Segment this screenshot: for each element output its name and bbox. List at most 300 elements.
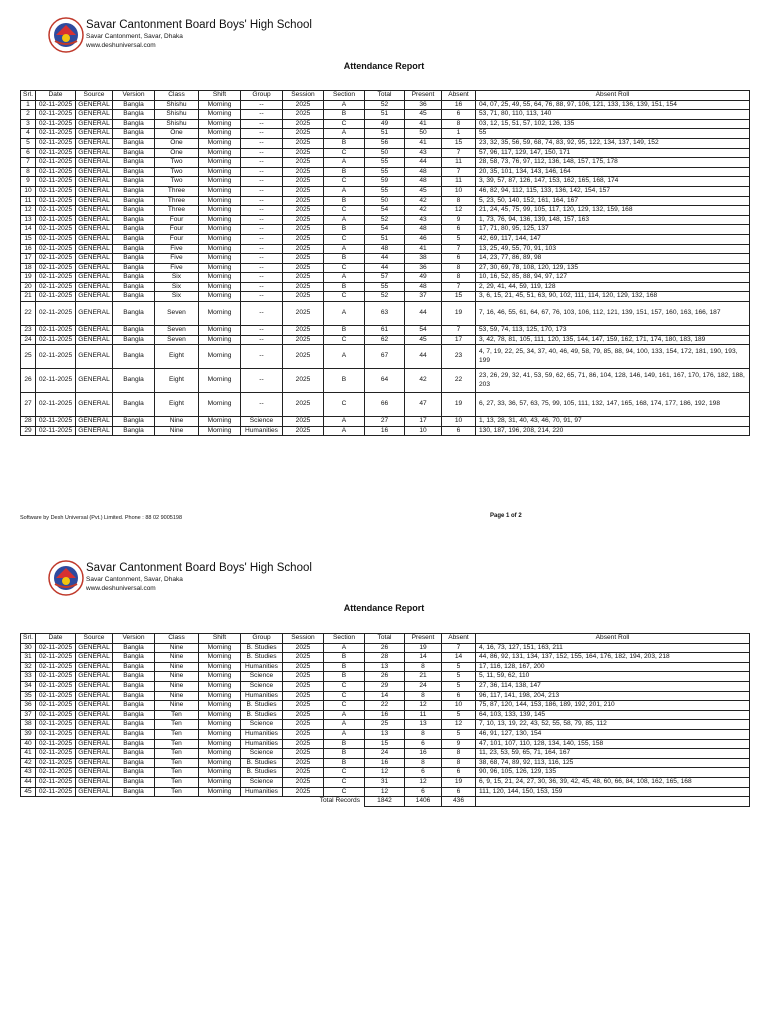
cell-shift: Morning	[199, 302, 241, 326]
cell-group: Humanities	[241, 691, 283, 701]
cell-version: Bangla	[113, 345, 155, 369]
cell-srl: 1	[21, 100, 36, 110]
cell-absent: 19	[442, 302, 476, 326]
cell-shift: Morning	[199, 662, 241, 672]
cell-group: B. Studies	[241, 758, 283, 768]
cell-group: --	[241, 244, 283, 254]
cell-absent: 11	[442, 158, 476, 168]
cell-date: 02-11-2025	[36, 720, 76, 730]
table-row	[21, 129, 750, 139]
cell-srl: 15	[21, 234, 36, 244]
cell-group: --	[241, 254, 283, 264]
cell-present: 41	[405, 244, 442, 254]
cell-group: Humanities	[241, 739, 283, 749]
cell-session: 2025	[283, 701, 324, 711]
cell-class: Nine	[155, 643, 199, 653]
cell-source: GENERAL	[76, 701, 113, 711]
cell-absent-roll: 53, 59, 74, 113, 125, 170, 173	[476, 326, 750, 336]
cell-absent: 5	[442, 681, 476, 691]
col-group: Group	[241, 91, 283, 101]
cell-absent-roll: 1, 13, 28, 31, 40, 43, 46, 70, 91, 97	[476, 417, 750, 427]
cell-shift: Morning	[199, 681, 241, 691]
cell-total: 49	[365, 119, 405, 129]
table-row	[21, 263, 750, 273]
cell-total: 51	[365, 110, 405, 120]
cell-date: 02-11-2025	[36, 643, 76, 653]
col-section: Section	[324, 634, 365, 644]
cell-group: B. Studies	[241, 768, 283, 778]
cell-version: Bangla	[113, 335, 155, 345]
cell-class: Nine	[155, 681, 199, 691]
cell-srl: 27	[21, 393, 36, 417]
cell-srl: 14	[21, 225, 36, 235]
cell-srl: 8	[21, 167, 36, 177]
cell-group: Science	[241, 672, 283, 682]
cell-total: 55	[365, 282, 405, 292]
cell-srl: 35	[21, 691, 36, 701]
cell-session: 2025	[283, 417, 324, 427]
cell-class: One	[155, 129, 199, 139]
cell-absent: 5	[442, 729, 476, 739]
table-row	[21, 345, 750, 369]
cell-total: 13	[365, 662, 405, 672]
cell-absent-roll: 47, 101, 107, 110, 128, 134, 140, 155, 158	[476, 739, 750, 749]
cell-version: Bangla	[113, 417, 155, 427]
cell-present: 41	[405, 138, 442, 148]
cell-section: A	[324, 158, 365, 168]
cell-total: 66	[365, 393, 405, 417]
cell-session: 2025	[283, 681, 324, 691]
cell-absent: 10	[442, 186, 476, 196]
cell-source: GENERAL	[76, 186, 113, 196]
cell-date: 02-11-2025	[36, 749, 76, 759]
cell-date: 02-11-2025	[36, 691, 76, 701]
cell-section: B	[324, 167, 365, 177]
cell-total: 15	[365, 739, 405, 749]
cell-total: 59	[365, 177, 405, 187]
cell-present: 8	[405, 758, 442, 768]
cell-source: GENERAL	[76, 263, 113, 273]
cell-present: 12	[405, 777, 442, 787]
cell-srl: 11	[21, 196, 36, 206]
cell-present: 47	[405, 393, 442, 417]
cell-absent: 12	[442, 206, 476, 216]
cell-section: A	[324, 302, 365, 326]
cell-present: 49	[405, 273, 442, 283]
cell-shift: Morning	[199, 426, 241, 436]
school-website: www.deshuniversal.com	[86, 42, 156, 49]
cell-class: Eight	[155, 369, 199, 393]
footer-page-label: Page 1 of 2	[490, 513, 522, 519]
cell-version: Bangla	[113, 681, 155, 691]
cell-date: 02-11-2025	[36, 273, 76, 283]
cell-group: --	[241, 369, 283, 393]
school-website: www.deshuniversal.com	[86, 585, 156, 592]
cell-group: --	[241, 302, 283, 326]
cell-source: GENERAL	[76, 393, 113, 417]
cell-source: GENERAL	[76, 215, 113, 225]
cell-shift: Morning	[199, 254, 241, 264]
cell-version: Bangla	[113, 701, 155, 711]
cell-session: 2025	[283, 158, 324, 168]
cell-session: 2025	[283, 326, 324, 336]
cell-absent-roll: 04, 07, 25, 49, 55, 64, 76, 88, 97, 106, 121, 133, 136, 139, 151, 154	[476, 100, 750, 110]
cell-date: 02-11-2025	[36, 263, 76, 273]
cell-section: B	[324, 138, 365, 148]
col-absent-roll: Absent Roll	[476, 91, 750, 101]
cell-total: 12	[365, 768, 405, 778]
table-row	[21, 292, 750, 302]
cell-absent-roll: 3, 42, 78, 81, 105, 111, 120, 135, 144, 147, 159, 162, 171, 174, 180, 183, 189	[476, 335, 750, 345]
cell-present: 10	[405, 426, 442, 436]
cell-date: 02-11-2025	[36, 777, 76, 787]
cell-total: 16	[365, 758, 405, 768]
cell-shift: Morning	[199, 215, 241, 225]
table-row	[21, 417, 750, 427]
totals-roll-empty	[476, 797, 750, 807]
cell-shift: Morning	[199, 691, 241, 701]
cell-session: 2025	[283, 302, 324, 326]
cell-present: 44	[405, 158, 442, 168]
header-row	[21, 634, 750, 644]
cell-class: Eight	[155, 393, 199, 417]
cell-present: 12	[405, 701, 442, 711]
col-section: Section	[324, 91, 365, 101]
cell-session: 2025	[283, 739, 324, 749]
cell-version: Bangla	[113, 119, 155, 129]
cell-source: GENERAL	[76, 292, 113, 302]
table-row	[21, 710, 750, 720]
cell-absent: 6	[442, 225, 476, 235]
cell-class: Nine	[155, 653, 199, 663]
cell-srl: 44	[21, 777, 36, 787]
cell-shift: Morning	[199, 129, 241, 139]
cell-session: 2025	[283, 345, 324, 369]
cell-source: GENERAL	[76, 729, 113, 739]
cell-absent: 1	[442, 129, 476, 139]
cell-absent: 5	[442, 662, 476, 672]
cell-total: 16	[365, 426, 405, 436]
cell-source: GENERAL	[76, 345, 113, 369]
cell-class: Five	[155, 254, 199, 264]
cell-shift: Morning	[199, 158, 241, 168]
cell-absent: 6	[442, 691, 476, 701]
cell-group: Science	[241, 777, 283, 787]
cell-group: --	[241, 138, 283, 148]
cell-source: GENERAL	[76, 681, 113, 691]
cell-class: Shishu	[155, 119, 199, 129]
cell-absent: 8	[442, 263, 476, 273]
cell-absent: 17	[442, 335, 476, 345]
table-row	[21, 282, 750, 292]
table-row	[21, 177, 750, 187]
cell-present: 21	[405, 672, 442, 682]
cell-group: --	[241, 206, 283, 216]
cell-class: Three	[155, 196, 199, 206]
cell-shift: Morning	[199, 100, 241, 110]
cell-date: 02-11-2025	[36, 196, 76, 206]
col-total: Total	[365, 634, 405, 644]
cell-version: Bangla	[113, 691, 155, 701]
cell-source: GENERAL	[76, 417, 113, 427]
cell-absent: 6	[442, 768, 476, 778]
cell-srl: 28	[21, 417, 36, 427]
cell-section: A	[324, 215, 365, 225]
cell-absent: 16	[442, 100, 476, 110]
table-row	[21, 758, 750, 768]
cell-class: Nine	[155, 672, 199, 682]
cell-shift: Morning	[199, 417, 241, 427]
cell-group: --	[241, 177, 283, 187]
cell-source: GENERAL	[76, 138, 113, 148]
cell-total: 61	[365, 326, 405, 336]
cell-present: 36	[405, 263, 442, 273]
cell-shift: Morning	[199, 186, 241, 196]
cell-session: 2025	[283, 749, 324, 759]
cell-shift: Morning	[199, 110, 241, 120]
cell-date: 02-11-2025	[36, 653, 76, 663]
cell-source: GENERAL	[76, 100, 113, 110]
cell-class: Nine	[155, 662, 199, 672]
table-row	[21, 426, 750, 436]
table-row	[21, 225, 750, 235]
cell-date: 02-11-2025	[36, 254, 76, 264]
cell-version: Bangla	[113, 273, 155, 283]
table-row	[21, 335, 750, 345]
cell-version: Bangla	[113, 100, 155, 110]
cell-shift: Morning	[199, 653, 241, 663]
cell-class: Four	[155, 225, 199, 235]
cell-absent: 6	[442, 110, 476, 120]
cell-total: 13	[365, 729, 405, 739]
cell-absent: 12	[442, 720, 476, 730]
school-address: Savar Cantonment, Savar, Dhaka	[86, 576, 183, 583]
cell-section: C	[324, 206, 365, 216]
cell-session: 2025	[283, 148, 324, 158]
col-absent: Absent	[442, 634, 476, 644]
col-version: Version	[113, 634, 155, 644]
cell-session: 2025	[283, 186, 324, 196]
cell-total: 44	[365, 254, 405, 264]
cell-session: 2025	[283, 273, 324, 283]
cell-source: GENERAL	[76, 758, 113, 768]
cell-srl: 26	[21, 369, 36, 393]
cell-absent-roll: 55	[476, 129, 750, 139]
cell-section: B	[324, 662, 365, 672]
cell-present: 14	[405, 653, 442, 663]
cell-class: Seven	[155, 335, 199, 345]
cell-version: Bangla	[113, 254, 155, 264]
cell-version: Bangla	[113, 167, 155, 177]
cell-version: Bangla	[113, 326, 155, 336]
cell-class: Five	[155, 244, 199, 254]
cell-present: 46	[405, 234, 442, 244]
cell-srl: 45	[21, 787, 36, 797]
cell-date: 02-11-2025	[36, 426, 76, 436]
cell-group: B. Studies	[241, 643, 283, 653]
cell-source: GENERAL	[76, 335, 113, 345]
cell-section: A	[324, 710, 365, 720]
table-body-page-2	[21, 643, 750, 797]
cell-version: Bangla	[113, 186, 155, 196]
cell-present: 11	[405, 710, 442, 720]
cell-group: --	[241, 186, 283, 196]
cell-total: 48	[365, 244, 405, 254]
col-group: Group	[241, 634, 283, 644]
cell-absent-roll: 7, 10, 13, 19, 22, 43, 52, 55, 58, 79, 85, 112	[476, 720, 750, 730]
cell-version: Bangla	[113, 662, 155, 672]
table-row	[21, 393, 750, 417]
cell-session: 2025	[283, 672, 324, 682]
cell-class: Ten	[155, 758, 199, 768]
cell-class: Eight	[155, 345, 199, 369]
school-address: Savar Cantonment, Savar, Dhaka	[86, 33, 183, 40]
cell-absent: 8	[442, 749, 476, 759]
cell-section: A	[324, 417, 365, 427]
cell-class: Ten	[155, 720, 199, 730]
cell-section: A	[324, 643, 365, 653]
col-source: Source	[76, 634, 113, 644]
cell-srl: 6	[21, 148, 36, 158]
cell-total: 63	[365, 302, 405, 326]
cell-absent: 8	[442, 119, 476, 129]
cell-class: Two	[155, 177, 199, 187]
cell-date: 02-11-2025	[36, 369, 76, 393]
table-row	[21, 244, 750, 254]
cell-srl: 34	[21, 681, 36, 691]
cell-group: --	[241, 158, 283, 168]
cell-section: A	[324, 426, 365, 436]
cell-absent-roll: 46, 91, 127, 130, 154	[476, 729, 750, 739]
cell-group: Humanities	[241, 426, 283, 436]
cell-version: Bangla	[113, 234, 155, 244]
cell-total: 52	[365, 100, 405, 110]
cell-group: B. Studies	[241, 701, 283, 711]
cell-source: GENERAL	[76, 302, 113, 326]
cell-shift: Morning	[199, 672, 241, 682]
cell-session: 2025	[283, 369, 324, 393]
cell-section: A	[324, 100, 365, 110]
cell-absent-roll: 20, 35, 101, 134, 143, 146, 164	[476, 167, 750, 177]
cell-version: Bangla	[113, 110, 155, 120]
table-row	[21, 119, 750, 129]
cell-source: GENERAL	[76, 369, 113, 393]
cell-date: 02-11-2025	[36, 710, 76, 720]
cell-present: 8	[405, 662, 442, 672]
cell-version: Bangla	[113, 768, 155, 778]
school-logo-icon	[48, 17, 84, 53]
cell-source: GENERAL	[76, 672, 113, 682]
cell-source: GENERAL	[76, 426, 113, 436]
table-row	[21, 672, 750, 682]
cell-absent-roll: 23, 32, 35, 56, 59, 68, 74, 83, 92, 95, 122, 134, 137, 149, 152	[476, 138, 750, 148]
cell-total: 44	[365, 263, 405, 273]
cell-present: 38	[405, 254, 442, 264]
cell-shift: Morning	[199, 273, 241, 283]
cell-absent-roll: 17, 116, 128, 167, 200	[476, 662, 750, 672]
cell-srl: 12	[21, 206, 36, 216]
cell-session: 2025	[283, 110, 324, 120]
cell-date: 02-11-2025	[36, 177, 76, 187]
cell-srl: 17	[21, 254, 36, 264]
cell-total: 29	[365, 681, 405, 691]
cell-version: Bangla	[113, 739, 155, 749]
cell-version: Bangla	[113, 292, 155, 302]
col-present: Present	[405, 634, 442, 644]
cell-section: C	[324, 263, 365, 273]
cell-source: GENERAL	[76, 244, 113, 254]
cell-class: Ten	[155, 729, 199, 739]
report-title: Attendance Report	[343, 61, 425, 71]
cell-shift: Morning	[199, 701, 241, 711]
cell-version: Bangla	[113, 244, 155, 254]
cell-version: Bangla	[113, 158, 155, 168]
cell-srl: 23	[21, 326, 36, 336]
cell-group: Science	[241, 720, 283, 730]
totals-label: Total Records	[319, 797, 360, 805]
cell-source: GENERAL	[76, 653, 113, 663]
cell-group: --	[241, 345, 283, 369]
cell-present: 41	[405, 119, 442, 129]
cell-section: C	[324, 777, 365, 787]
cell-class: Ten	[155, 777, 199, 787]
cell-session: 2025	[283, 215, 324, 225]
cell-group: --	[241, 100, 283, 110]
cell-source: GENERAL	[76, 206, 113, 216]
cell-shift: Morning	[199, 326, 241, 336]
cell-date: 02-11-2025	[36, 292, 76, 302]
cell-shift: Morning	[199, 777, 241, 787]
cell-source: GENERAL	[76, 196, 113, 206]
cell-total: 54	[365, 225, 405, 235]
cell-shift: Morning	[199, 758, 241, 768]
cell-version: Bangla	[113, 196, 155, 206]
table-row	[21, 369, 750, 393]
cell-absent: 6	[442, 787, 476, 797]
table-header	[21, 91, 750, 101]
cell-absent: 7	[442, 244, 476, 254]
cell-class: Three	[155, 186, 199, 196]
cell-source: GENERAL	[76, 749, 113, 759]
cell-section: A	[324, 129, 365, 139]
cell-class: Six	[155, 282, 199, 292]
table-row	[21, 749, 750, 759]
cell-class: Five	[155, 263, 199, 273]
cell-srl: 30	[21, 643, 36, 653]
cell-version: Bangla	[113, 177, 155, 187]
cell-srl: 42	[21, 758, 36, 768]
table-row	[21, 167, 750, 177]
cell-section: A	[324, 345, 365, 369]
cell-srl: 33	[21, 672, 36, 682]
table-row	[21, 110, 750, 120]
cell-present: 45	[405, 186, 442, 196]
cell-version: Bangla	[113, 148, 155, 158]
table-row	[21, 643, 750, 653]
cell-class: Two	[155, 158, 199, 168]
cell-session: 2025	[283, 263, 324, 273]
cell-group: Humanities	[241, 662, 283, 672]
cell-present: 45	[405, 335, 442, 345]
cell-section: B	[324, 749, 365, 759]
cell-absent: 8	[442, 196, 476, 206]
table-row	[21, 720, 750, 730]
cell-present: 42	[405, 196, 442, 206]
cell-source: GENERAL	[76, 643, 113, 653]
cell-session: 2025	[283, 710, 324, 720]
cell-total: 62	[365, 335, 405, 345]
cell-section: C	[324, 768, 365, 778]
